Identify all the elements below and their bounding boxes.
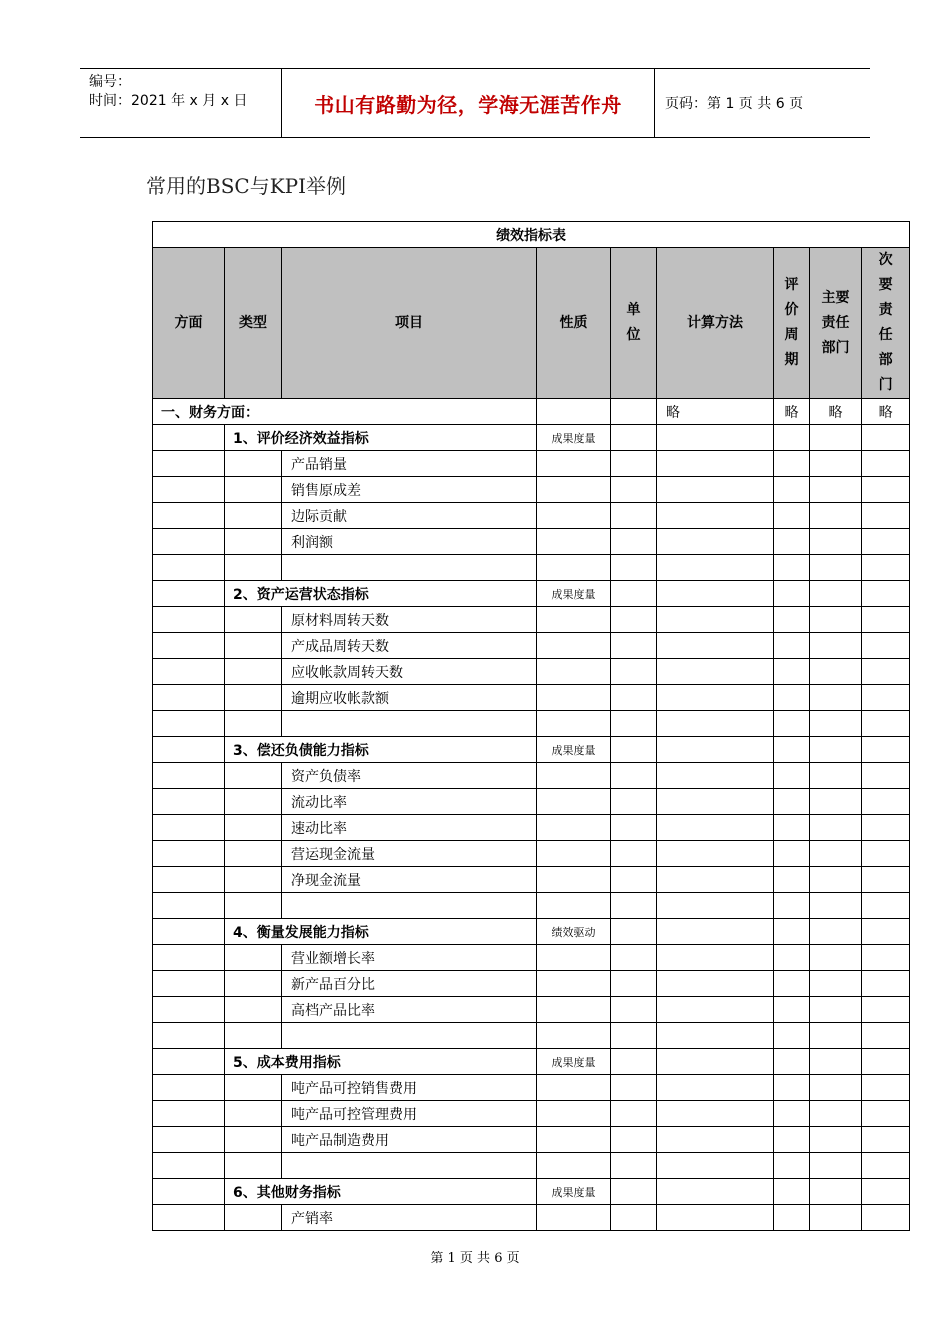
item-row bbox=[153, 529, 910, 555]
item-label: 新产品百分比 bbox=[282, 971, 537, 997]
item-row bbox=[153, 945, 910, 971]
item-label: 速动比率 bbox=[282, 815, 537, 841]
item-label: 产品销量 bbox=[282, 451, 537, 477]
col-header-cycle: 评 价 周 期 bbox=[774, 248, 810, 399]
item-label: 应收帐款周转天数 bbox=[282, 659, 537, 685]
group-nature: 成果度量 bbox=[537, 1179, 611, 1205]
group-title: 2、资产运营状态指标 bbox=[225, 581, 537, 607]
group-row bbox=[153, 1179, 910, 1205]
item-label: 产销率 bbox=[282, 1205, 537, 1231]
header-meta bbox=[80, 69, 282, 137]
group-nature: 成果度量 bbox=[537, 581, 611, 607]
col-header-method: 计算方法 bbox=[657, 248, 774, 399]
section-row-finance bbox=[153, 399, 910, 425]
item-row bbox=[153, 659, 910, 685]
group-row bbox=[153, 1049, 910, 1075]
table-caption: 绩效指标表 bbox=[153, 222, 910, 248]
group-row bbox=[153, 737, 910, 763]
item-label: 资产负债率 bbox=[282, 763, 537, 789]
item-row bbox=[153, 1075, 910, 1101]
item-row bbox=[153, 1127, 910, 1153]
blank-row bbox=[153, 1153, 910, 1179]
item-row bbox=[153, 477, 910, 503]
item-label: 原材料周转天数 bbox=[282, 607, 537, 633]
group-title: 3、偿还负债能力指标 bbox=[225, 737, 537, 763]
section-label: 一、财务方面： bbox=[153, 399, 537, 425]
col-header-sub-dept: 次 要 责 任 部 门 bbox=[862, 248, 910, 399]
col-header-type: 类型 bbox=[225, 248, 282, 399]
item-row bbox=[153, 763, 910, 789]
item-row bbox=[153, 633, 910, 659]
group-title: 6、其他财务指标 bbox=[225, 1179, 537, 1205]
blank-row bbox=[153, 555, 910, 581]
item-row bbox=[153, 997, 910, 1023]
item-row bbox=[153, 503, 910, 529]
item-label: 产成品周转天数 bbox=[282, 633, 537, 659]
item-label: 高档产品比率 bbox=[282, 997, 537, 1023]
item-row bbox=[153, 867, 910, 893]
item-row bbox=[153, 607, 910, 633]
group-nature: 成果度量 bbox=[537, 425, 611, 451]
item-row bbox=[153, 1101, 910, 1127]
item-label: 吨产品制造费用 bbox=[282, 1127, 537, 1153]
col-header-main-dept: 主要 责任 部门 bbox=[810, 248, 862, 399]
group-title: 5、成本费用指标 bbox=[225, 1049, 537, 1075]
header-page-number: 页码：第 1 页 共 6 页 bbox=[665, 96, 804, 112]
document-header bbox=[80, 68, 870, 138]
page-footer: 第 1 页 共 6 页 bbox=[430, 1251, 520, 1266]
item-row bbox=[153, 971, 910, 997]
group-row bbox=[153, 425, 910, 451]
item-label: 吨产品可控销售费用 bbox=[282, 1075, 537, 1101]
document-title: 常用的BSC与KPI举例 bbox=[146, 174, 346, 198]
header-motto: 书山有路勤为径，学海无涯苦作舟 bbox=[282, 69, 655, 137]
item-label: 逾期应收帐款额 bbox=[282, 685, 537, 711]
serial-label: 编号： bbox=[89, 74, 131, 90]
item-row bbox=[153, 1205, 910, 1231]
blank-row bbox=[153, 711, 910, 737]
item-label: 销售原成差 bbox=[282, 477, 537, 503]
item-row bbox=[153, 451, 910, 477]
item-row bbox=[153, 789, 910, 815]
item-label: 营运现金流量 bbox=[282, 841, 537, 867]
item-row bbox=[153, 815, 910, 841]
time-label: 时间：2021 年 x 月 x 日 bbox=[89, 93, 248, 109]
blank-row bbox=[153, 1023, 910, 1049]
section-sub-dept: 略 bbox=[862, 399, 910, 425]
group-row bbox=[153, 581, 910, 607]
item-row bbox=[153, 841, 910, 867]
table-header-row bbox=[153, 248, 910, 399]
item-label: 边际贡献 bbox=[282, 503, 537, 529]
item-label: 净现金流量 bbox=[282, 867, 537, 893]
item-label: 利润额 bbox=[282, 529, 537, 555]
group-row bbox=[153, 919, 910, 945]
group-title: 1、评价经济效益指标 bbox=[225, 425, 537, 451]
blank-row bbox=[153, 893, 910, 919]
col-header-item: 项目 bbox=[282, 248, 537, 399]
group-nature: 成果度量 bbox=[537, 737, 611, 763]
item-label: 流动比率 bbox=[282, 789, 537, 815]
section-main-dept: 略 bbox=[810, 399, 862, 425]
col-header-unit: 单 位 bbox=[611, 248, 657, 399]
group-title: 4、衡量发展能力指标 bbox=[225, 919, 537, 945]
col-header-nature: 性质 bbox=[537, 248, 611, 399]
item-label: 吨产品可控管理费用 bbox=[282, 1101, 537, 1127]
item-label: 营业额增长率 bbox=[282, 945, 537, 971]
group-nature: 绩效驱动 bbox=[537, 919, 611, 945]
section-cycle: 略 bbox=[774, 399, 810, 425]
section-method: 略 bbox=[657, 399, 774, 425]
kpi-table bbox=[152, 221, 910, 1231]
group-nature: 成果度量 bbox=[537, 1049, 611, 1075]
item-row bbox=[153, 685, 910, 711]
col-header-aspect: 方面 bbox=[153, 248, 225, 399]
